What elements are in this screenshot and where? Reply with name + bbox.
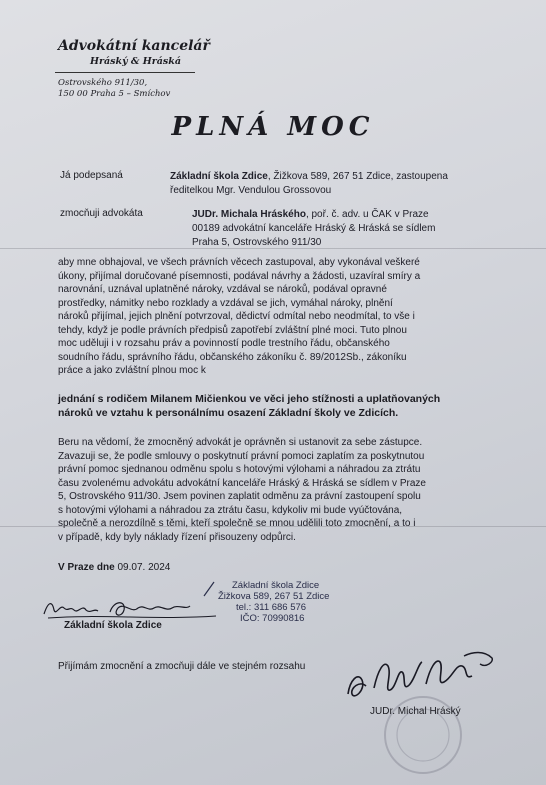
attorney-signatory-name: JUDr. Michal Hráský bbox=[370, 706, 461, 717]
principal-line1 bbox=[170, 170, 448, 184]
principal-name: Základní škola Zdice bbox=[170, 171, 268, 182]
attorney-registration: , poř. č. adv. u ČAK v Praze bbox=[305, 209, 429, 220]
paragraph-line: prostředky, námitky nebo rozklady a vzdával se jich, vymáhal nároky, plnění bbox=[58, 297, 393, 309]
document-title: PLNÁ MOC bbox=[171, 112, 375, 142]
date-prefix: V Praze dne bbox=[58, 562, 115, 573]
paragraph-line: moc uděluji i v rozsahu práv a povinností podle trestního řádu, občanského bbox=[58, 338, 390, 349]
principal-line2: ředitelkou Mgr. Vendulou Grossovou bbox=[170, 185, 332, 196]
acceptance-statement: Přijímám zmocnění a zmocňuji dále ve stejném rozsahu bbox=[58, 661, 306, 672]
paragraph-line: práce a jako zvláštní plnou moc k bbox=[58, 365, 206, 376]
paragraph-line: Zavazuji se, že podle smlouvy o poskytnutí právní pomoci zaplatím za poskytnutou bbox=[58, 450, 425, 462]
paragraph-line: s hotovými výlohami a náhradou za ztrátu času, kdykoliv mi bude vyúčtována, bbox=[58, 504, 403, 516]
school-stamp-ico: IČO: 70990816 bbox=[240, 613, 305, 624]
paragraph-line: úkony, přijímal doručované písemnosti, podával návrhy a žádosti, uzavíral smíry a bbox=[58, 270, 421, 282]
principal-handwritten-signature bbox=[40, 596, 220, 622]
attorney-name: JUDr. Michala Hráského bbox=[192, 209, 306, 220]
letterhead-address-line2: 150 00 Praha 5 – Smíchov bbox=[58, 89, 171, 99]
paragraph-line: času zvolenému advokátu advokátní kanceláře Hráský & Hráská se sídlem v Praze bbox=[58, 477, 426, 489]
attorney-line2: 00189 advokátní kanceláře Hráský & Hráská se sídlem bbox=[192, 223, 436, 234]
paragraph-line: narovnání, uznával uplatněné nároky, vzdával se nároků, podával opravné bbox=[58, 284, 387, 295]
letterhead-firm-name: Advokátní kancelář bbox=[58, 38, 210, 54]
paragraph-line: soudního řádu, správního řádu, občanského zákoníku č. 89/2012Sb., zákoníku bbox=[58, 351, 407, 363]
date-line bbox=[58, 562, 170, 573]
paragraph-line: v případě, kdy byly náklady řízení přisouzeny odpůrci. bbox=[58, 531, 296, 543]
matter-paragraph bbox=[58, 392, 488, 420]
letterhead-rule bbox=[55, 72, 195, 73]
paragraph-line: právní pomoc sjednanou odměnu spolu s hotovými výlohami a náhradou za ztrátu bbox=[58, 464, 421, 475]
attorney-label: zmocňuji advokáta bbox=[60, 208, 143, 219]
paragraph-line: 5, Ostrovského 911/30. Jsem povinen zaplatit odměnu za právní zastoupení spolu bbox=[58, 491, 421, 502]
date-value: 09.07. 2024 bbox=[117, 562, 171, 573]
paragraph-line: nároků přijímal, jejich plnění potvrzoval, dědictví odmítal nebo neodmítal, to vše i bbox=[58, 311, 415, 322]
paragraph-line: Beru na vědomí, že zmocněný advokát je oprávněn si ustanovit za sebe zástupce. bbox=[58, 437, 423, 448]
paragraph-line: nároků ve vztahu k personálnímu osazení Základní školy ve Zdicích. bbox=[58, 407, 399, 419]
letterhead-partners: Hráský & Hráská bbox=[90, 56, 182, 67]
principal-label: Já podepsaná bbox=[60, 170, 123, 181]
school-stamp-name: Základní škola Zdice bbox=[232, 580, 320, 591]
attorney-handwritten-signature bbox=[344, 650, 504, 706]
principal-address: , Žižkova 589, 267 51 Zdice, zastoupena bbox=[267, 171, 448, 182]
declaration-paragraph bbox=[58, 436, 488, 544]
letterhead-address-line1: Ostrovského 911/30, bbox=[58, 78, 148, 88]
principal-signatory-name: Základní škola Zdice bbox=[64, 620, 162, 631]
attorney-line3: Praha 5, Ostrovského 911/30 bbox=[192, 237, 322, 248]
paragraph-line: aby mne obhajoval, ve všech právních věcech zastupoval, aby vykonával veškeré bbox=[58, 257, 420, 268]
paragraph-line: tehdy, když je podle právních předpisů zapotřebí zvláštní plné moci. Tuto plnou bbox=[58, 324, 407, 336]
paragraph-line: společně a nerozdílně s těmi, kteří společně se mnou udělili toto zmocnění, a to i bbox=[58, 518, 416, 529]
authorization-paragraph bbox=[58, 256, 476, 378]
school-stamp-address: Žižkova 589, 267 51 Zdice bbox=[218, 591, 330, 602]
paragraph-line: jednání s rodičem Milanem Mičienkou ve věci jeho stížnosti a uplatňovaných bbox=[58, 393, 441, 405]
attorney-line1 bbox=[192, 208, 429, 222]
school-stamp-phone: tel.: 311 686 576 bbox=[236, 602, 307, 613]
